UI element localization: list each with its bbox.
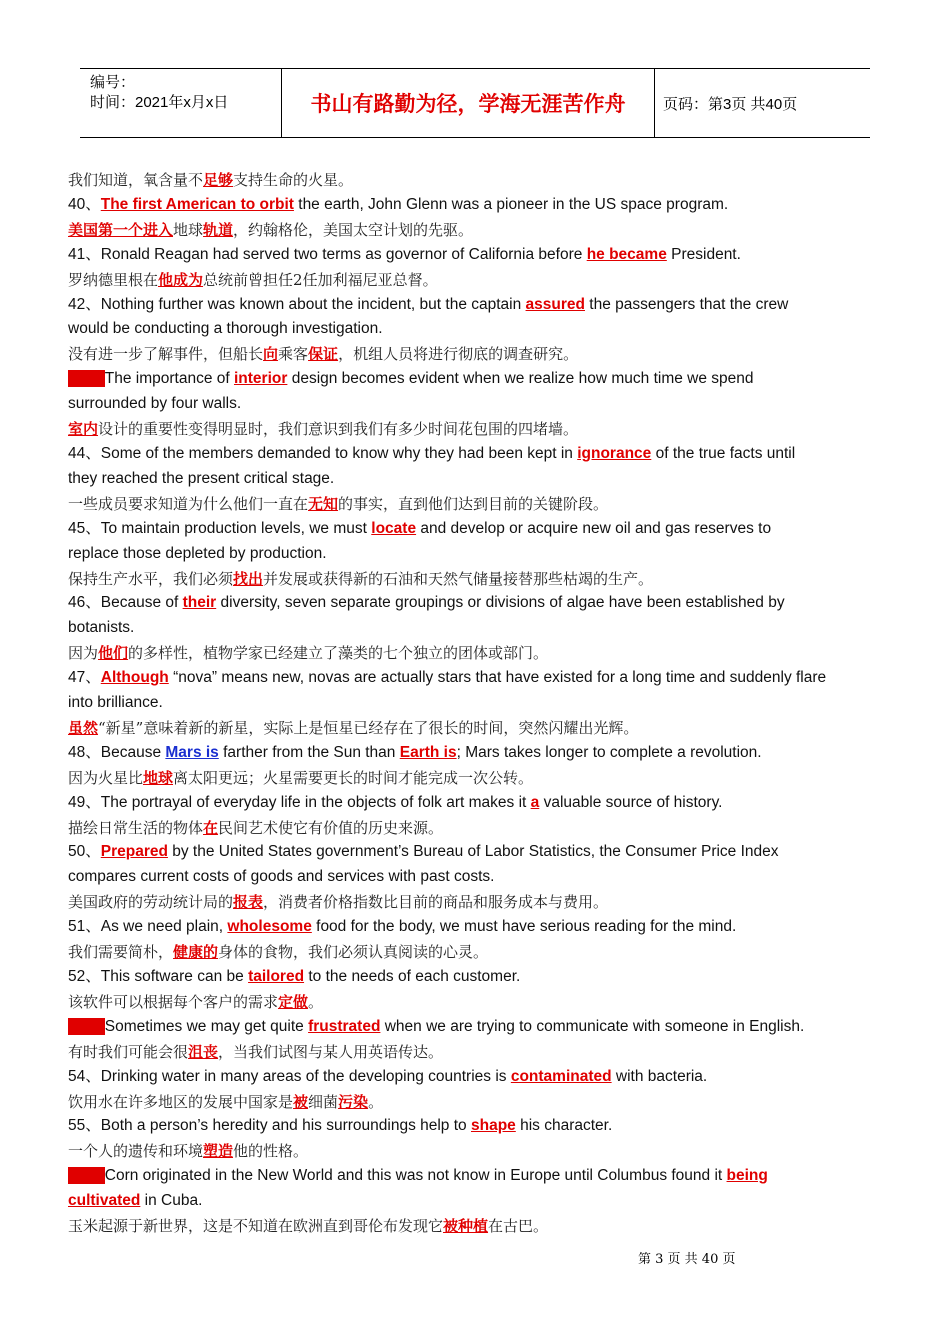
translation-line xyxy=(68,890,881,915)
translation-line xyxy=(68,1090,881,1115)
text-segment: 有时我们可能会很 xyxy=(68,1042,189,1061)
sentence-line xyxy=(68,293,881,318)
text-segment: design becomes evident when we realize how much time we spend xyxy=(287,370,754,388)
highlighted-phrase: 美国第一个进入 xyxy=(68,220,174,239)
highlighted-phrase: 在 xyxy=(203,818,219,837)
text-segment: replace those depleted by production. xyxy=(68,544,327,562)
translation-line xyxy=(68,342,881,367)
translation-line xyxy=(68,218,881,243)
highlighted-phrase: being xyxy=(726,1167,768,1185)
highlighted-phrase: Prepared xyxy=(100,843,168,861)
highlighted-phrase-blue: Mars is xyxy=(165,743,219,761)
text-segment: Corn originated in the New World and this was not know in Europe until Columbus found it xyxy=(104,1167,727,1185)
sentence-line xyxy=(68,193,881,218)
sentence-line xyxy=(68,691,881,716)
text-segment: they reached the present critical stage. xyxy=(68,469,335,487)
text-segment: valuable source of history. xyxy=(539,793,723,811)
highlighted-phrase: 足够 xyxy=(203,171,234,189)
text-segment: 保持生产水平，我们必须 xyxy=(68,569,234,588)
highlighted-phrase: Although xyxy=(100,669,169,687)
text-segment: 罗纳德里根在 xyxy=(68,270,159,289)
highlighted-phrase: assured xyxy=(525,295,585,313)
text-segment: 描绘日常生活的物体 xyxy=(68,818,204,837)
text-segment: 他的性格。 xyxy=(233,1142,309,1161)
translation-line xyxy=(68,816,881,841)
translation-line xyxy=(68,766,881,791)
translation-line xyxy=(68,268,881,293)
text-segment: “nova” means new, novas are actually stars that have existed for a long time and suddenly flare xyxy=(168,669,827,687)
text-segment: 。 xyxy=(308,992,324,1011)
header-page-info: 页码：第3页 共40页 xyxy=(663,95,798,113)
text-segment: ，当我们试图与某人用英语传达。 xyxy=(218,1042,444,1061)
sentence-line xyxy=(68,467,881,492)
text-segment: diversity, seven separate groupings or divisions of algae have been established by xyxy=(216,594,785,612)
highlighted-phrase: The first American to orbit xyxy=(100,195,294,213)
marked-item-number: 56、 xyxy=(70,1167,103,1185)
highlighted-phrase: he became xyxy=(586,245,667,263)
text-segment: 该软件可以根据每个客户的需求 xyxy=(68,992,279,1011)
code-label: 编号： xyxy=(90,74,136,91)
text-segment: when we are trying to communicate with someone in English. xyxy=(380,1017,805,1035)
sentence-line xyxy=(68,442,881,467)
text-segment: to the needs of each customer. xyxy=(304,968,521,985)
text-segment: 细菌 xyxy=(308,1092,339,1111)
text-segment: 52、This software can be xyxy=(68,968,249,985)
highlighted-phrase: contaminated xyxy=(510,1067,612,1085)
sentence-line xyxy=(68,517,881,542)
text-segment: farther from the Sun than xyxy=(218,743,400,761)
text-segment: 在古巴。 xyxy=(488,1217,549,1236)
highlighted-phrase: 被 xyxy=(293,1092,309,1111)
highlighted-phrase: frustrated xyxy=(308,1017,381,1035)
text-segment: botanists. xyxy=(68,619,135,637)
sentence-line xyxy=(68,1189,881,1214)
text-segment: 离太阳更远；火星需要更长的时间才能完成一次公转。 xyxy=(173,768,534,787)
text-segment: ，约翰格伦，美国太空计划的先驱。 xyxy=(233,220,474,239)
text-segment: 40、 xyxy=(68,195,101,213)
highlighted-phrase: Earth is xyxy=(399,743,457,761)
translation-line xyxy=(68,1040,881,1065)
highlighted-phrase: locate xyxy=(371,519,417,537)
highlighted-phrase: 虽然 xyxy=(68,718,99,737)
text-segment: 46、Because of xyxy=(68,594,183,612)
translation-line xyxy=(68,940,881,965)
header-motto: 书山有路勤为径，学海无涯苦作舟 xyxy=(282,69,655,137)
translation-line xyxy=(68,990,881,1015)
translation-line xyxy=(68,168,881,193)
text-segment: 51、As we need plain, xyxy=(68,918,228,936)
text-segment: 支持生命的火星。 xyxy=(233,171,354,189)
text-segment: into brilliance. xyxy=(68,694,163,712)
text-segment: 我们需要简朴， xyxy=(68,943,174,962)
text-segment: 地球 xyxy=(173,220,204,239)
highlighted-phrase: ignorance xyxy=(577,444,652,462)
translation-line xyxy=(68,417,881,442)
text-segment: 我们知道，氧含量不 xyxy=(68,171,204,189)
text-segment: Sometimes we may get quite xyxy=(104,1017,309,1035)
text-segment: 一个人的遗传和环境 xyxy=(68,1142,204,1161)
highlighted-phrase: their xyxy=(182,594,217,612)
sentence-line xyxy=(68,791,881,816)
date-label: 时间：2021年x月x日 xyxy=(90,94,229,111)
translation-line xyxy=(68,1214,881,1239)
text-segment: in Cuba. xyxy=(140,1192,203,1210)
highlighted-phrase: 报表 xyxy=(233,893,264,912)
translation-line xyxy=(68,716,881,741)
highlighted-phrase: 污染 xyxy=(338,1092,369,1111)
text-segment: 玉米起源于新世界，这是不知道在欧洲直到哥伦布发现它 xyxy=(68,1217,444,1236)
text-segment: and develop or acquire new oil and gas reserves to xyxy=(416,519,772,537)
text-segment: 一些成员要求知道为什么他们一直在 xyxy=(68,494,309,513)
sentence-line xyxy=(68,666,881,691)
text-segment: 设计的重要性变得明显时，我们意识到我们有多少时间花包围的四堵墙。 xyxy=(98,420,579,439)
highlighted-phrase: wholesome xyxy=(227,918,312,936)
highlighted-phrase: 健康的 xyxy=(173,943,219,962)
highlighted-phrase: tailored xyxy=(248,968,305,985)
sentence-line xyxy=(68,1015,881,1040)
text-segment: 。 xyxy=(368,1092,384,1111)
text-segment: President. xyxy=(666,245,741,263)
sentence-line xyxy=(68,1114,881,1139)
sentence-line xyxy=(68,915,881,940)
text-segment: of the true facts until xyxy=(651,444,796,462)
text-segment: 身体的食物，我们必须认真阅读的心灵。 xyxy=(218,943,489,962)
highlighted-phrase: cultivated xyxy=(68,1192,141,1210)
text-segment: 并发展或获得新的石油和天然气储量接替那些枯竭的生产。 xyxy=(263,569,654,588)
text-segment: would be conducting a thorough investigation. xyxy=(68,320,383,338)
text-segment: 55、Both a person’s heredity and his surroundings help to xyxy=(68,1117,471,1135)
highlighted-phrase: 他成为 xyxy=(158,270,204,289)
translation-line xyxy=(68,1139,881,1164)
text-segment: 民间艺术使它有价值的历史来源。 xyxy=(218,818,444,837)
text-segment: 45、To maintain production levels, we must xyxy=(68,519,372,537)
text-segment: surrounded by four walls. xyxy=(68,395,242,413)
highlighted-phrase: 无知 xyxy=(308,494,339,513)
translation-line xyxy=(68,641,881,666)
text-segment: “新星”意味着新的新星，实际上是恒星已经存在了很长的时间，突然闪耀出光辉。 xyxy=(98,718,639,737)
text-segment: by the United States government’s Bureau of Labor Statistics, the Consumer Price Index xyxy=(167,843,779,861)
text-segment: 42、Nothing further was known about the incident, but the captain xyxy=(68,295,526,313)
sentence-line xyxy=(68,367,881,392)
sentence-line xyxy=(68,840,881,865)
text-segment: compares current costs of goods and services with past costs. xyxy=(68,868,495,886)
text-segment: his character. xyxy=(515,1117,613,1135)
sentence-line xyxy=(68,392,881,417)
sentence-line xyxy=(68,865,881,890)
text-segment: 47、 xyxy=(68,669,101,687)
sentence-line xyxy=(68,317,881,342)
text-segment: The importance of xyxy=(104,370,234,388)
text-segment: 美国政府的劳动统计局的 xyxy=(68,893,234,912)
text-segment: the earth, John Glenn was a pioneer in the US space program. xyxy=(293,195,729,213)
document-body xyxy=(68,168,881,1239)
text-segment: ，消费者价格指数比目前的商品和服务成本与费用。 xyxy=(263,893,609,912)
text-segment: 50、 xyxy=(68,843,101,861)
highlighted-phrase: 找出 xyxy=(233,569,264,588)
text-segment: 49、The portrayal of everyday life in the objects of folk art makes it xyxy=(68,793,531,811)
highlighted-phrase: 他们 xyxy=(98,644,129,663)
sentence-line xyxy=(68,616,881,641)
page-footer: 第 3 页 共 40 页 xyxy=(638,1252,736,1267)
text-segment: 总统前曾担任2任加利福尼亚总督。 xyxy=(203,270,438,289)
text-segment: 乘客 xyxy=(278,345,309,364)
marked-item-number: 43、 xyxy=(70,370,103,388)
sentence-line xyxy=(68,965,881,990)
text-segment: ; Mars takes longer to complete a revolution. xyxy=(456,743,762,761)
text-segment: 饮用水在许多地区的发展中国家是 xyxy=(68,1092,294,1111)
text-segment: 54、Drinking water in many areas of the developing countries is xyxy=(68,1067,511,1085)
translation-line xyxy=(68,492,881,517)
text-segment: ，机组人员将进行彻底的调查研究。 xyxy=(338,345,579,364)
header-meta xyxy=(80,69,282,137)
text-segment: 41、Ronald Reagan had served two terms as governor of California before xyxy=(68,245,587,263)
highlighted-phrase: 定做 xyxy=(278,992,309,1011)
highlighted-phrase: interior xyxy=(233,370,288,388)
text-segment: 没有进一步了解事件，但船长 xyxy=(68,345,264,364)
text-segment: with bacteria. xyxy=(611,1067,708,1085)
text-segment: 48、Because xyxy=(68,743,166,761)
text-segment: 因为 xyxy=(68,644,99,663)
text-segment: 44、Some of the members demanded to know why they had been kept in xyxy=(68,444,578,462)
sentence-line xyxy=(68,1065,881,1090)
highlighted-phrase: 室内 xyxy=(68,420,99,439)
text-segment: food for the body, we must have serious reading for the mind. xyxy=(311,918,737,936)
highlighted-phrase: 轨道 xyxy=(203,220,234,239)
text-segment: 的事实，直到他们达到目前的关键阶段。 xyxy=(338,494,609,513)
marked-item-number: 53、 xyxy=(70,1017,103,1035)
sentence-line xyxy=(68,1164,881,1189)
text-segment: 的多样性，植物学家已经建立了藻类的七个独立的团体或部门。 xyxy=(128,644,549,663)
sentence-line xyxy=(68,741,881,766)
highlighted-phrase: 塑造 xyxy=(203,1142,234,1161)
highlighted-phrase: 被种植 xyxy=(443,1217,489,1236)
sentence-line xyxy=(68,243,881,268)
translation-line xyxy=(68,567,881,592)
page-header xyxy=(80,68,870,138)
highlighted-phrase: 沮丧 xyxy=(188,1042,219,1061)
highlighted-phrase: 向 xyxy=(263,345,279,364)
sentence-line xyxy=(68,542,881,567)
sentence-line xyxy=(68,591,881,616)
highlighted-phrase: 保证 xyxy=(308,345,339,364)
text-segment: 因为火星比 xyxy=(68,768,144,787)
highlighted-phrase: a xyxy=(530,793,540,811)
highlighted-phrase: 地球 xyxy=(143,768,174,787)
text-segment: the passengers that the crew xyxy=(585,295,789,313)
highlighted-phrase: shape xyxy=(470,1117,516,1135)
